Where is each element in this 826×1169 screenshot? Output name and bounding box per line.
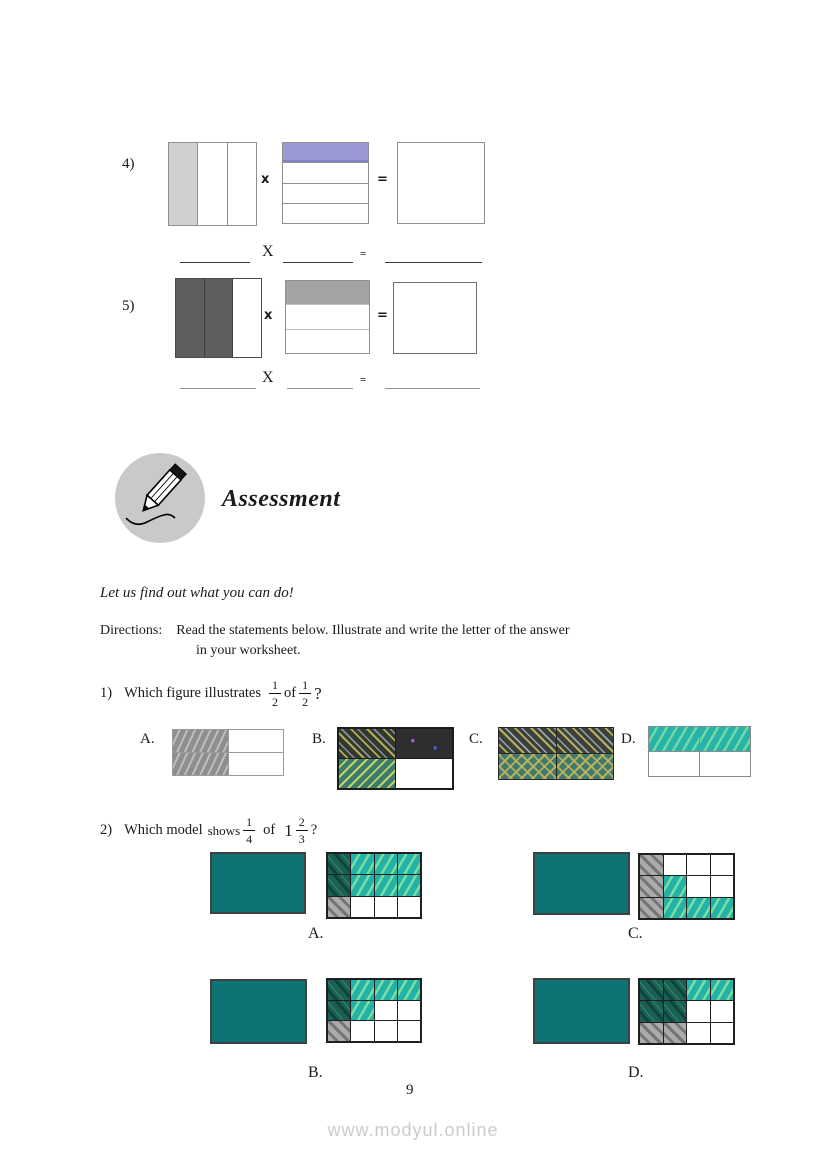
model-cell-dg (176, 279, 204, 357)
model-cell-bt (711, 898, 734, 918)
directions-line2: in your worksheet. (196, 643, 301, 658)
question-1 (100, 679, 322, 708)
item5-equals-label: = (360, 374, 367, 386)
model-cell-lg (169, 143, 197, 225)
assessment-title: Assessment (222, 486, 341, 512)
q2-option-c-whole (533, 852, 630, 915)
q2-option-b-whole (210, 979, 307, 1044)
q2-of: of (263, 822, 276, 838)
q1-fraction-2: $\frac{1}{2}$ (299, 679, 311, 708)
model-cell-w (398, 1021, 420, 1041)
model-cell-w (687, 1023, 710, 1043)
directions-text: Read the statements below. Illustrate and write the letter of the answer (176, 623, 570, 638)
q2-option-a-whole (210, 852, 306, 914)
item4-blank-2 (283, 262, 353, 263)
question-2 (100, 816, 317, 845)
q1-option-b-label: B. (312, 731, 326, 747)
model-cell-w (351, 1021, 373, 1041)
model-cell-bt (711, 980, 734, 1000)
model-cell-w (283, 184, 368, 203)
item4-left-model (168, 142, 257, 226)
model-cell-w (229, 753, 284, 775)
model-cell-bt (351, 980, 373, 1000)
model-cell-gr (328, 897, 350, 917)
item4-blank-1 (180, 262, 250, 263)
watermark: www.modyul.online (327, 1120, 499, 1140)
item4-equals-label: = (360, 248, 367, 260)
q2-option-b-label: B. (308, 1064, 323, 1081)
model-cell-dt (328, 1001, 350, 1021)
model-cell-bt (664, 876, 687, 896)
q2-option-d-label: D. (628, 1064, 644, 1081)
intro-text: Let us find out what you can do! (100, 585, 294, 601)
model-cell-gr (328, 1021, 350, 1041)
q1-prompt: Which figure illustrates (124, 685, 261, 701)
q2-prompt: Which model (124, 822, 203, 838)
model-cell-gr (640, 898, 663, 918)
model-cell-bt (687, 898, 710, 918)
model-cell-w (396, 759, 452, 788)
model-cell-bt (375, 854, 397, 874)
model-cell-gr (640, 855, 663, 875)
model-cell-w (700, 752, 750, 776)
q1-option-c-figure (498, 727, 614, 780)
q1-question-mark: ? (314, 683, 322, 703)
q2-fraction-2: $\frac{2}{3}$ (296, 816, 308, 845)
model-cell-bt (398, 980, 420, 1000)
model-cell-hcb (499, 754, 556, 779)
item4-mid-model (282, 142, 369, 224)
model-cell-hdk (396, 729, 452, 758)
item4-result-box (397, 142, 485, 224)
model-cell-gr (640, 876, 663, 896)
model-cell-bt (398, 875, 420, 895)
q2-option-a-grid (326, 852, 422, 919)
q2-option-b-grid (326, 978, 422, 1043)
item5-label: 5) (122, 298, 135, 314)
model-cell-w (687, 855, 710, 875)
model-cell-w (229, 730, 284, 752)
model-cell-w (398, 1001, 420, 1021)
item4-equals-sign: = (377, 172, 388, 187)
model-cell-w (228, 143, 256, 225)
item4-multiply-sign: x (261, 172, 270, 187)
model-cell-w (687, 876, 710, 896)
page-number: 9 (406, 1082, 414, 1098)
q1-option-a-label: A. (140, 731, 155, 747)
model-cell-w (398, 897, 420, 917)
model-cell-bt (351, 854, 373, 874)
q1-option-d-label: D. (621, 731, 636, 747)
model-cell-w (375, 1001, 397, 1021)
q1-fraction-1: $\frac{1}{2}$ (269, 679, 281, 708)
model-cell-dt (664, 1001, 687, 1021)
model-cell-gr (664, 1023, 687, 1043)
directions-label: Directions: (100, 623, 163, 638)
q2-option-d-whole (533, 978, 630, 1044)
q2-number: 2) (100, 822, 113, 838)
model-cell-bt (375, 875, 397, 895)
q1-number: 1) (100, 685, 113, 701)
model-cell-dt (640, 1001, 663, 1021)
q2-option-a-label: A. (308, 925, 324, 942)
model-cell-dg (205, 279, 233, 357)
q1-option-d-figure (648, 726, 751, 777)
model-cell-dt (664, 980, 687, 1000)
model-cell-bt (375, 980, 397, 1000)
model-cell-hd (700, 727, 750, 751)
q2-option-c-label: C. (628, 925, 643, 942)
pencil-icon (114, 452, 206, 544)
item5-left-model (175, 278, 262, 358)
item5-equals-sign: = (377, 308, 388, 323)
model-cell-bt (351, 875, 373, 895)
model-cell-w (687, 1001, 710, 1021)
q2-option-d-grid (638, 978, 735, 1045)
model-cell-w (375, 897, 397, 917)
model-cell-ha (173, 730, 228, 752)
model-cell-w (649, 752, 699, 776)
q1-option-c-label: C. (469, 731, 483, 747)
model-cell-w (711, 1001, 734, 1021)
item5-mid-model (285, 280, 370, 354)
model-cell-w (711, 876, 734, 896)
model-cell-pv (283, 143, 368, 162)
model-cell-bt (664, 898, 687, 918)
q2-whole-number: 1 (284, 820, 293, 840)
model-cell-bt (687, 980, 710, 1000)
model-cell-w (711, 1023, 734, 1043)
item4-blank-3 (385, 262, 482, 263)
item4-label: 4) (122, 156, 135, 172)
model-cell-hct (557, 728, 614, 753)
model-cell-gr (640, 1023, 663, 1043)
model-cell-dt (328, 854, 350, 874)
directions-line1 (100, 623, 570, 639)
item4-times-label: X (262, 243, 274, 260)
model-cell-htl (339, 759, 395, 788)
model-cell-w (286, 330, 369, 353)
model-cell-bt (398, 854, 420, 874)
model-cell-w (283, 204, 368, 223)
model-cell-w (286, 305, 369, 328)
q2-shows: shows (207, 822, 241, 838)
model-cell-w (664, 855, 687, 875)
model-cell-w (233, 279, 261, 357)
model-cell-bt (351, 1001, 373, 1021)
q1-of: of (284, 685, 297, 701)
item5-multiply-sign: x (264, 308, 273, 323)
item5-result-box (393, 282, 477, 354)
item5-blank-3 (385, 388, 480, 389)
model-cell-hct (499, 728, 556, 753)
model-cell-dt (328, 875, 350, 895)
model-cell-hd (649, 727, 699, 751)
model-cell-w (375, 1021, 397, 1041)
q2-option-c-grid (638, 853, 735, 920)
model-cell-hcb (557, 754, 614, 779)
item5-blank-1 (180, 388, 256, 389)
item5-times-label: X (262, 369, 274, 386)
q1-option-a-figure (172, 729, 284, 776)
model-cell-w (711, 855, 734, 875)
model-cell-w (351, 897, 373, 917)
model-cell-dt (328, 980, 350, 1000)
model-cell-mg (286, 281, 369, 304)
model-cell-hb (339, 729, 395, 758)
model-cell-ha (173, 753, 228, 775)
model-cell-dt (640, 980, 663, 1000)
model-cell-w (198, 143, 226, 225)
q2-fraction-1: $\frac{1}{4}$ (243, 816, 255, 845)
item5-blank-2 (287, 388, 353, 389)
q2-question-mark: ? (310, 822, 318, 838)
q1-option-b-figure (337, 727, 454, 790)
model-cell-w (283, 163, 368, 182)
